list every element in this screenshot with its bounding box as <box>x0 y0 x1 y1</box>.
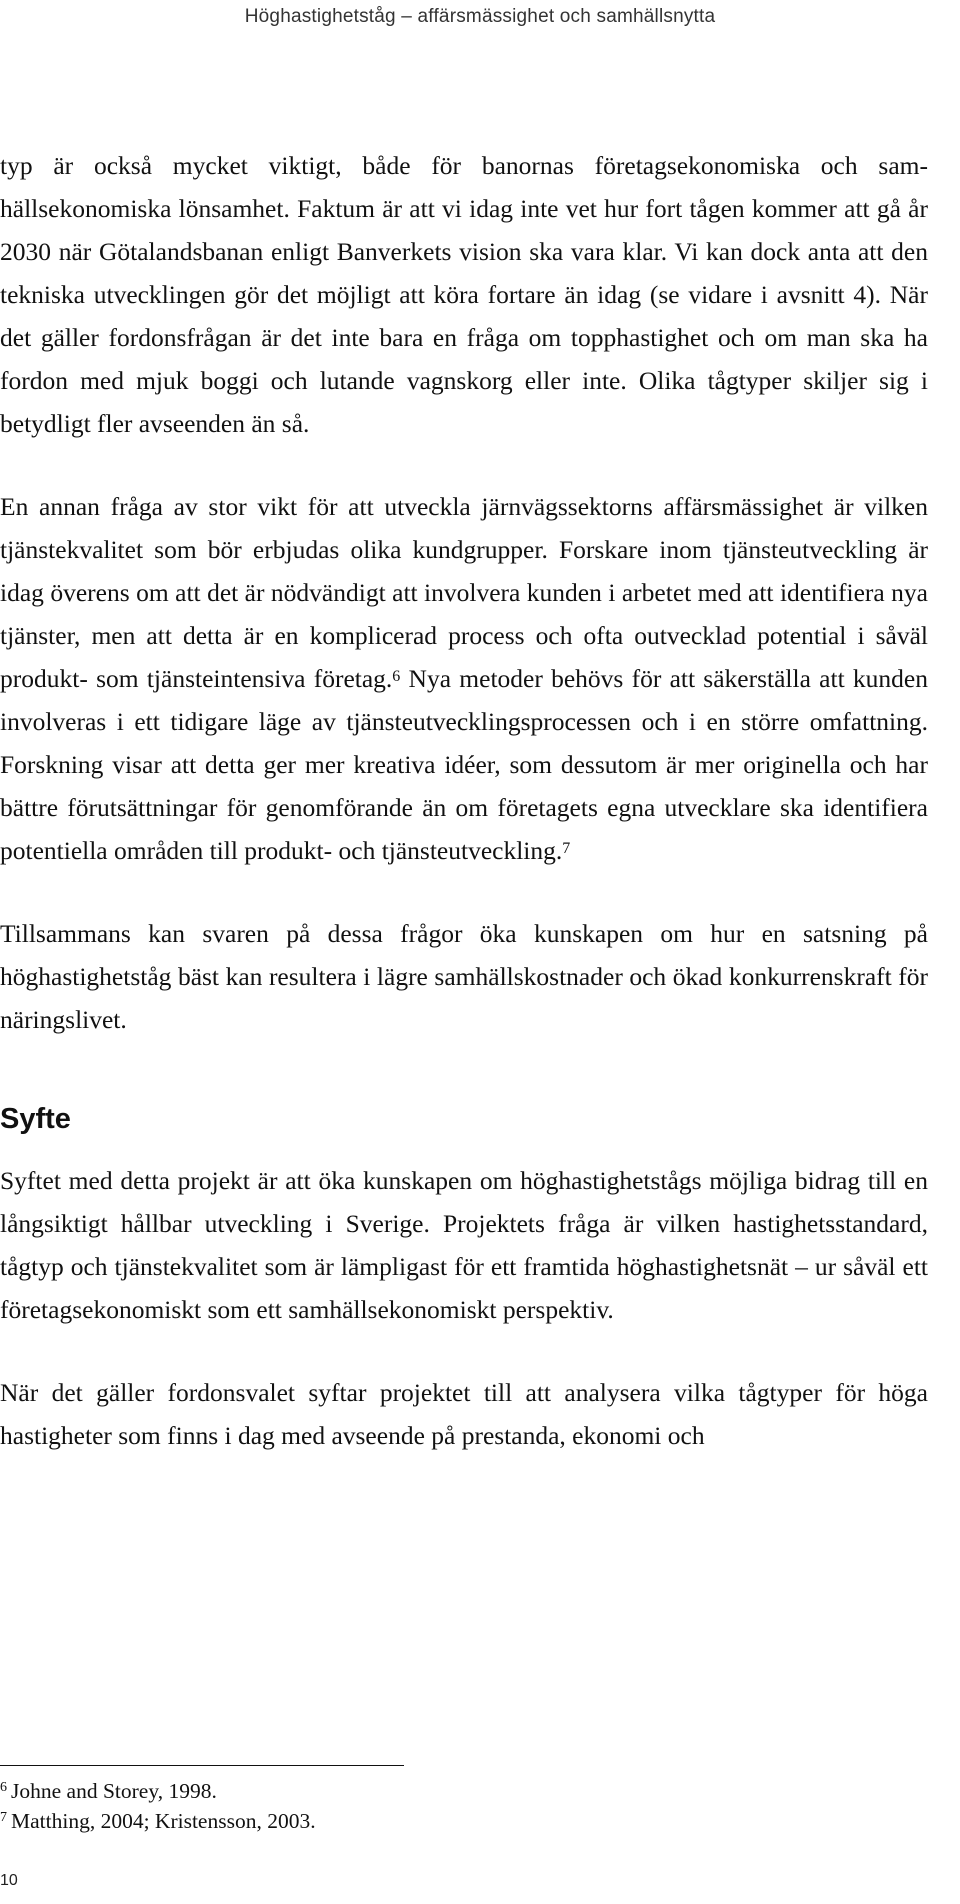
footnote-number: 6 <box>0 1780 7 1795</box>
paragraph-3: Tillsammans kan svaren på dessa frågor öka kunskapen om hur en satsning på höghastighetståg bäst kan resultera i lägre samhällskostnader och ökad konkurrenskraft för näringslivet. <box>0 919 928 1034</box>
footnotes <box>0 1776 800 1836</box>
paragraph-2-part-a: En annan fråga av stor vikt för att utveckla järnvägssektorns affärsmässighet är vilken tjänstekvalitet som bör erbjudas olika kundgrupper. Forskare inom tjänsteutveckling är idag överens om att det är nödvändigt att involvera kunden i arbetet med att identifiera nya tjänster, men att detta är en komplicerad process och ofta outvecklad potential i såväl produkt- som tjänsteintensiva företag. <box>0 492 928 693</box>
footnote-text: Johne and Storey, 1998. <box>11 1779 217 1803</box>
footnote-6 <box>0 1776 800 1806</box>
page-number: 10 <box>0 1872 18 1889</box>
footnote-ref-7: 7 <box>562 840 571 857</box>
paragraph-5: När det gäller fordonsvalet syftar projektet till att analysera vilka tågtyper för höga hastigheter som finns i dag med avseende på prestanda, ekonomi och <box>0 1378 928 1450</box>
paragraph-4: Syftet med detta projekt är att öka kunskapen om höghastighetstågs möjliga bidrag till en långsiktigt hållbar utveckling i Sverige. Projektets fråga är vilken hastighetsstandard, tågtyp och tjänstekvalitet som är lämpligast för ett framtida höghastighetsnät – ur såväl ett företagsekonomiskt som ett samhällsekonomiskt perspektiv. <box>0 1166 928 1324</box>
running-header: Höghastighetståg – affärsmässighet och samhällsnytta <box>244 6 716 27</box>
footnote-7 <box>0 1806 800 1836</box>
body-text <box>0 144 928 1457</box>
section-heading-syfte: Syfte <box>0 1103 71 1135</box>
paragraph-2-part-b: Nya metoder behövs för att säkerställa att kunden involveras i ett tidigare läge av tjänsteutvecklingsprocessen och i en större omfattning. Forskning visar att detta ger mer kreativa idéer, som dessutom är mer originella och har bättre förutsättningar för genomförande än om företagets egna utvecklare ska identifiera potentiella områden till produkt- och tjänsteutveckling. <box>0 664 928 865</box>
footnote-text: Matthing, 2004; Kristensson, 2003. <box>11 1809 316 1833</box>
footnote-number: 7 <box>0 1810 7 1825</box>
paragraph-1: typ är också mycket viktigt, både för banornas företagsekonomiska och samhällsekonomiska lönsamhet. Faktum är att vi idag inte vet hur fort tågen kommer att gå år 2030 när Götalandsbanan enligt Banverkets vision ska vara klar. Vi kan dock anta att den tekniska utvecklingen gör det möjligt att köra fortare än idag (se vidare i avsnitt 4). När det gäller fordonsfrågan är det inte bara en fråga om topphastighet och om man ska ha fordon med mjuk boggi och lutande vagnskorg eller inte. Olika tågtyper skiljer sig i betydligt fler avseenden än så. <box>0 151 928 438</box>
footnote-divider <box>0 1765 404 1766</box>
paragraph-2 <box>0 485 928 872</box>
footnote-ref-6: 6 <box>392 668 401 685</box>
